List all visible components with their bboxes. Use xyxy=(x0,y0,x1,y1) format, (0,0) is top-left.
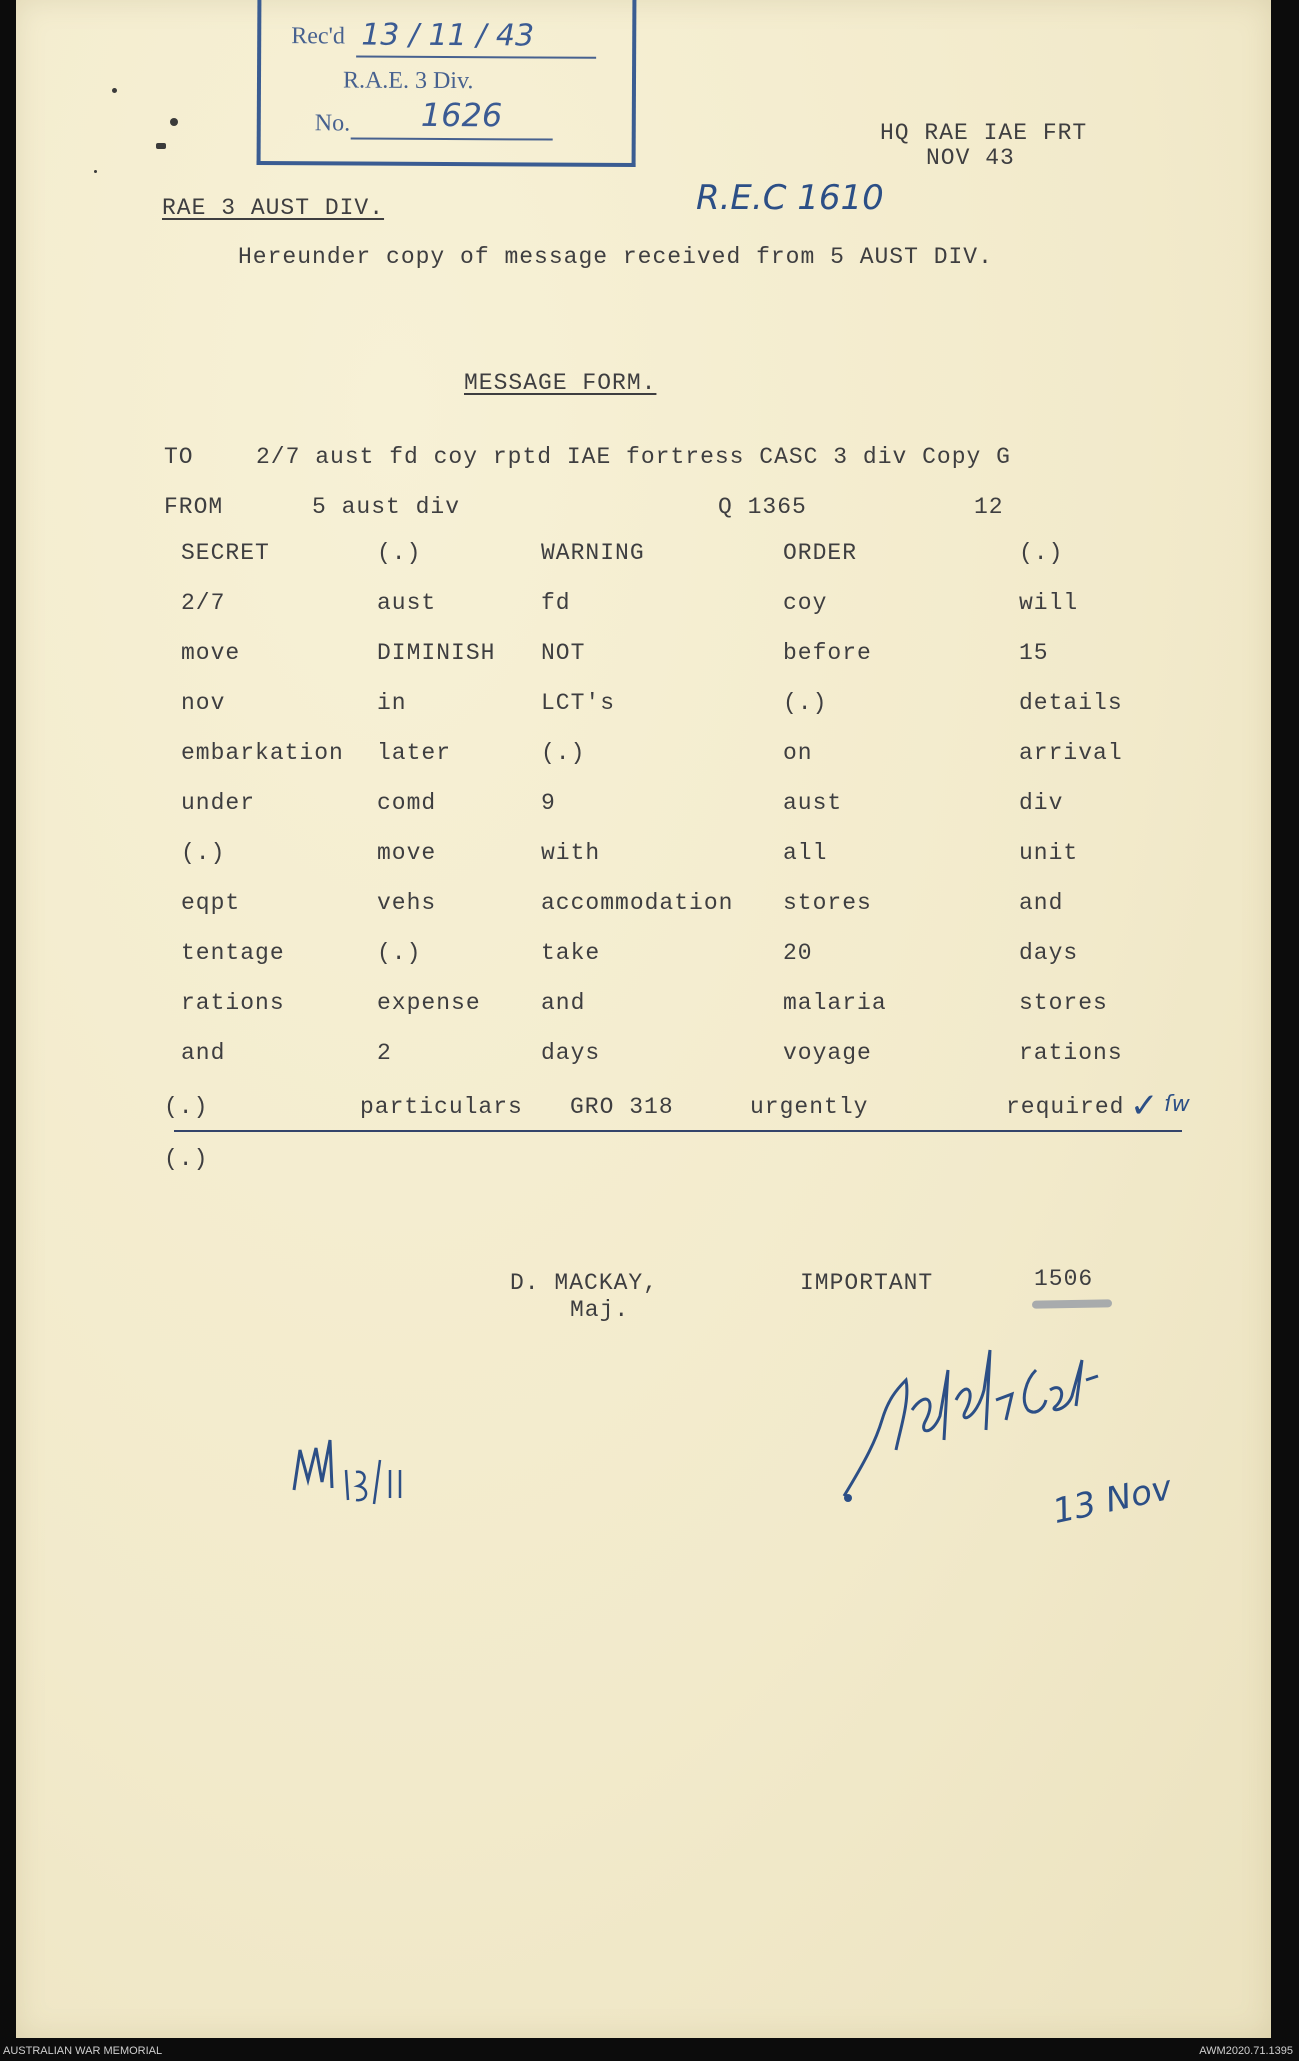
message-cell: with xyxy=(541,840,601,866)
stamp-recd-label: Rec'd xyxy=(291,23,345,50)
message-cell: div xyxy=(1019,790,1064,816)
from-ref: Q 1365 xyxy=(718,494,807,520)
message-cell: in xyxy=(377,690,407,716)
punch-mark xyxy=(94,170,97,173)
message-cell: eqpt xyxy=(181,890,241,916)
after-line-stop: (.) xyxy=(164,1146,209,1172)
last-row-c2: particulars xyxy=(360,1094,523,1120)
message-cell: DIMINISH xyxy=(377,640,496,666)
stamp-date-line xyxy=(356,56,596,59)
message-cell: accommodation xyxy=(541,890,734,916)
punch-mark xyxy=(170,118,178,126)
hq-line-1: HQ RAE IAE FRT xyxy=(880,120,1088,146)
from-number: 12 xyxy=(974,494,1004,520)
message-cell: unit xyxy=(1019,840,1079,866)
from-value: 5 aust div xyxy=(312,494,461,520)
message-cell: (.) xyxy=(181,840,226,866)
message-cell: comd xyxy=(377,790,437,816)
message-cell: WARNING xyxy=(541,540,645,566)
stamp-no-label: No. xyxy=(314,110,351,137)
punch-mark xyxy=(156,143,166,149)
message-cell: take xyxy=(541,940,601,966)
message-cell: all xyxy=(783,840,828,866)
time-scribble xyxy=(1032,1299,1112,1308)
message-cell: rations xyxy=(181,990,285,1016)
message-cell: SECRET xyxy=(181,540,270,566)
message-form-title: MESSAGE FORM. xyxy=(464,370,657,396)
message-cell: expense xyxy=(377,990,481,1016)
last-row-c1: (.) xyxy=(164,1094,209,1120)
stamp-no-line xyxy=(351,137,553,140)
dispatch-time: 1506 xyxy=(1034,1266,1094,1292)
message-cell: vehs xyxy=(377,890,437,916)
footer-right: AWM2020.71.1395 xyxy=(1199,2045,1293,2057)
rec-handwritten-note: R.E.C 1610 xyxy=(696,178,884,218)
message-cell: ORDER xyxy=(783,540,858,566)
message-cell: stores xyxy=(783,890,872,916)
message-cell: stores xyxy=(1019,990,1108,1016)
to-value: 2/7 aust fd coy rptd IAE fortress CASC 3 div Copy G xyxy=(256,444,1011,470)
message-cell: voyage xyxy=(783,1040,872,1066)
signatory-rank: Maj. xyxy=(570,1297,630,1323)
message-cell: embarkation xyxy=(181,740,344,766)
message-cell: under xyxy=(181,790,256,816)
signatory-name: D. MACKAY, xyxy=(510,1270,659,1296)
message-cell: (.) xyxy=(1019,540,1064,566)
tick-mark: ✓ xyxy=(1130,1086,1159,1126)
message-cell: later xyxy=(377,740,452,766)
addressee: RAE 3 AUST DIV. xyxy=(162,195,385,221)
punch-mark xyxy=(112,88,117,93)
footer-left: AUSTRALIAN WAR MEMORIAL xyxy=(3,2045,163,2057)
message-cell: details xyxy=(1019,690,1123,716)
message-cell: move xyxy=(377,840,437,866)
intro-line: Hereunder copy of message received from 5 AUST DIV. xyxy=(238,244,993,270)
message-cell: aust xyxy=(783,790,843,816)
message-cell: days xyxy=(1019,940,1079,966)
message-cell: rations xyxy=(1019,1040,1123,1066)
message-cell: 2/7 xyxy=(181,590,226,616)
message-cell: days xyxy=(541,1040,601,1066)
message-cell: aust xyxy=(377,590,437,616)
message-cell: will xyxy=(1019,590,1079,616)
last-row-c5: required xyxy=(1006,1094,1125,1120)
message-cell: NOT xyxy=(541,640,586,666)
message-cell: (.) xyxy=(541,740,586,766)
message-cell: 9 xyxy=(541,790,556,816)
message-cell: and xyxy=(1019,890,1064,916)
received-stamp xyxy=(257,0,637,167)
hq-line-2: NOV 43 xyxy=(926,145,1015,171)
message-cell: tentage xyxy=(181,940,285,966)
message-cell: before xyxy=(783,640,872,666)
message-cell: move xyxy=(181,640,241,666)
stamp-no-value: 1626 xyxy=(420,95,503,135)
message-cell: 2 xyxy=(377,1040,392,1066)
message-cell: (.) xyxy=(783,690,828,716)
rule-line xyxy=(174,1130,1182,1132)
handwritten-initials xyxy=(286,1430,426,1510)
message-cell: malaria xyxy=(783,990,887,1016)
message-cell: and xyxy=(541,990,586,1016)
message-cell: nov xyxy=(181,690,226,716)
message-cell: coy xyxy=(783,590,828,616)
message-cell: and xyxy=(181,1040,226,1066)
document-page xyxy=(16,0,1271,2038)
stamp-unit: R.A.E. 3 Div. xyxy=(342,67,474,95)
last-row-c3: GRO 318 xyxy=(570,1094,674,1120)
message-cell: 15 xyxy=(1019,640,1049,666)
to-label: TO xyxy=(164,444,194,470)
message-cell: on xyxy=(783,740,813,766)
tick-initials: ſw xyxy=(1164,1092,1190,1117)
handwritten-date: 13 Nov xyxy=(1049,1467,1176,1533)
message-cell: LCT's xyxy=(541,690,616,716)
message-cell: (.) xyxy=(377,540,422,566)
message-cell: arrival xyxy=(1019,740,1123,766)
stamp-recd-date: 13 / 11 / 43 xyxy=(361,17,535,54)
last-row-c4: urgently xyxy=(750,1094,869,1120)
message-cell: 20 xyxy=(783,940,813,966)
priority: IMPORTANT xyxy=(800,1270,934,1296)
message-cell: (.) xyxy=(377,940,422,966)
message-cell: fd xyxy=(541,590,571,616)
from-label: FROM xyxy=(164,494,224,520)
